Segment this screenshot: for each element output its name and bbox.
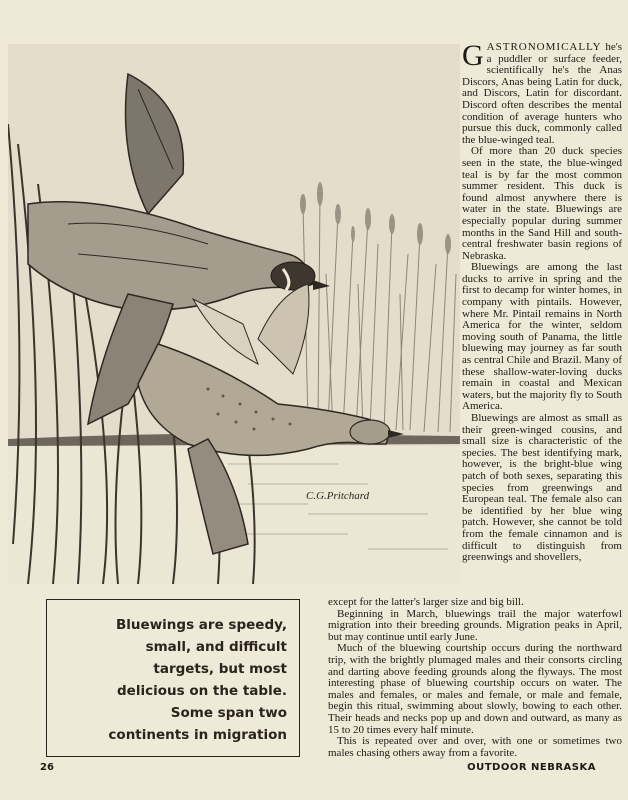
article-paragraph: Beginning in March, bluewings trail the major waterfowl migration into their breeding grounds. Migration peaks in April, but may continue until early June. xyxy=(328,607,622,643)
magazine-title: OUTDOOR NEBRASKA xyxy=(467,762,596,773)
article-paragraph: Bluewings are almost as small as their green-winged cousins, and small size is characteristic of the species. The best identifying mark, however, is the bright-blue wing patch of both sexes, separating this species from greenwings and European teal. The female also can be identified by her blue wing patch. However, she cannot be told from the female cinnamon and is difficult to distinguish from greenwings and shovellers, xyxy=(462,412,622,564)
pull-quote-box xyxy=(46,599,300,757)
page-number: 26 xyxy=(40,762,54,773)
article-paragraph: This is repeated over and over, with one or sometimes two males chasing others away from a favorite. xyxy=(328,735,622,759)
article-paragraph xyxy=(462,39,622,146)
article-paragraph: except for the latter's larger size and big bill. xyxy=(328,596,524,608)
article-paragraph: Of more than 20 duck species seen in the state, the blue-winged teal is by far the most common summer resident. This duck is found almost anywhere there is water in the state. Bluewings are especially popular during summer months in the Sand Hill and south-central freshwater basin regions of Nebraska. xyxy=(462,145,622,262)
drop-cap: G xyxy=(462,39,484,72)
paragraph-text: he's a puddler or surface feeder, scientifically he's the Anas Discors, Anas being Latin for duck, and Discors, Latin for discordant. Discord often describes the mental condition of average hunters who pursue this duck, commonly called the blue-winged teal. xyxy=(462,41,622,146)
artist-signature: C.G.Pritchard xyxy=(306,490,370,502)
article-column-bottom xyxy=(328,597,622,759)
pull-quote-line: Some span two xyxy=(170,705,287,721)
pull-quote-line: Bluewings are speedy, xyxy=(116,617,287,633)
article-paragraph: Bluewings are among the last ducks to arrive in spring and the first to decamp for winter homes, in company with pintails. However, where Mr. Pintail remains in North America for the winter, seldom moving south of Panama, the little bluewing may journey as far south as central Chile and Brazil. Many of these shallow-water-loving ducks remain in coastal and Mexican waters, but the majority fly to South America. xyxy=(462,261,622,413)
pull-quote-line: targets, but most xyxy=(153,661,287,677)
pull-quote-line: continents in migration xyxy=(108,727,287,743)
pull-quote-line: delicious on the table. xyxy=(117,683,287,699)
article-paragraph: Much of the bluewing courtship occurs during the northward trip, with the brightly plumaged males and their consorts circling and darting above feeding grounds along the flyways. The most interesting phase of bluewing courtship occurs on water. The males and females, or males and female, or male and female, begin this ritual, swimming about slowly, bowing to each other. Their heads and necks pop up and down and outward, as many as 15 to 20 times every half minute. xyxy=(328,642,622,736)
lead-caps: ASTRONOMICALLY xyxy=(486,41,602,53)
duck-illustration xyxy=(8,44,460,584)
pull-quote-line: small, and difficult xyxy=(145,639,287,655)
article-column-right xyxy=(462,39,622,564)
